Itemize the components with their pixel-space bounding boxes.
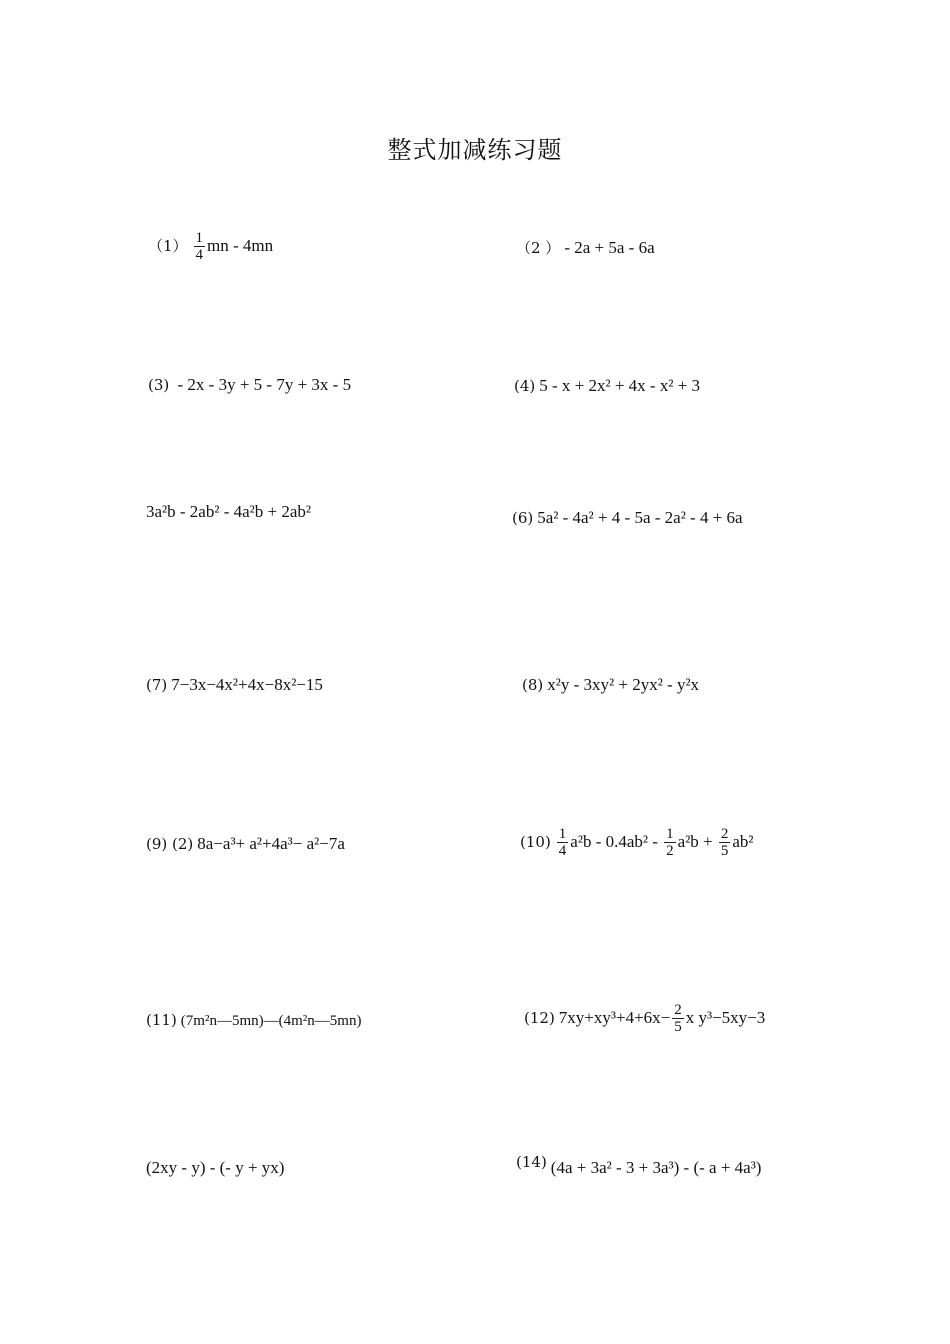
denominator: 4	[195, 247, 204, 263]
expression: - 2x - 3y + 5 - 7y + 3x - 5	[173, 375, 352, 394]
numerator: 2	[720, 826, 729, 842]
problem-number: (3)	[148, 376, 170, 394]
denominator: 5	[720, 843, 729, 859]
problem-6	[512, 508, 743, 528]
expression: (4a + 3a² - 3 + 3a³) - (- a + 4a³)	[550, 1158, 762, 1177]
numerator: 1	[558, 826, 567, 842]
problem-number: (11)	[146, 1011, 177, 1029]
problem-10	[520, 826, 754, 859]
problem-12	[524, 1002, 765, 1035]
expression: 5 - x + 2x² + 4x - x² + 3	[539, 376, 701, 395]
problem-11	[146, 1010, 361, 1031]
problem-8	[522, 675, 699, 695]
problem-number: (4)	[514, 377, 536, 395]
expression: x y³−5xy−3	[685, 1008, 766, 1027]
problem-number: (14)	[516, 1153, 547, 1171]
expression: x²y - 3xy² + 2yx² - y²x	[547, 675, 700, 694]
fraction	[672, 1002, 684, 1035]
expression: 7xy+xy³+4+6x−	[558, 1008, 671, 1027]
numerator: 1	[666, 826, 674, 842]
fraction	[194, 230, 206, 263]
problem-number: （2 ）	[516, 239, 561, 257]
expression: 7−3x−4x²+4x−8x²−15	[171, 675, 323, 694]
numerator: 2	[674, 1002, 682, 1018]
problem-3	[148, 375, 351, 395]
problem-13	[146, 1158, 284, 1178]
problem-number: (8)	[522, 676, 544, 694]
fraction	[719, 826, 731, 859]
fraction	[664, 826, 676, 859]
expression: - 2a + 5a - 6a	[564, 238, 655, 257]
denominator: 5	[674, 1019, 682, 1035]
denominator: 2	[666, 843, 674, 859]
problem-14	[516, 1152, 761, 1178]
expression: ab²	[732, 832, 754, 851]
expression: 5a² - 4a² + 4 - 5a - 2a² - 4 + 6a	[537, 508, 743, 527]
problem-7	[146, 675, 323, 695]
expression: 3a²b - 2ab² - 4a²b + 2ab²	[146, 502, 311, 521]
problem-number: (6)	[512, 509, 534, 527]
problem-9	[146, 834, 345, 854]
expression: a²b - 0.4ab² -	[570, 832, 663, 851]
problem-4	[514, 376, 700, 396]
expression: mn - 4mn	[207, 236, 274, 255]
expression: (7m²n—5mn)—(4m²n—5mn)	[180, 1013, 362, 1029]
expression: 8a−a³+ a²+4a³− a²−7a	[197, 834, 345, 853]
problem-5	[146, 502, 311, 522]
fraction	[557, 826, 569, 859]
problem-number: (7)	[146, 676, 168, 694]
problem-number: (12)	[524, 1009, 555, 1027]
page-title: 整式加减练习题	[387, 136, 563, 164]
expression: (2xy - y) - (- y + yx)	[146, 1158, 285, 1177]
numerator: 1	[195, 230, 204, 246]
problem-1	[148, 230, 273, 263]
expression: a²b +	[677, 832, 717, 851]
problem-number: (10)	[520, 833, 551, 851]
problem-number: (9) (2)	[146, 835, 194, 853]
problem-number: （1）	[148, 237, 188, 255]
problem-2	[516, 238, 655, 258]
denominator: 4	[558, 843, 567, 859]
